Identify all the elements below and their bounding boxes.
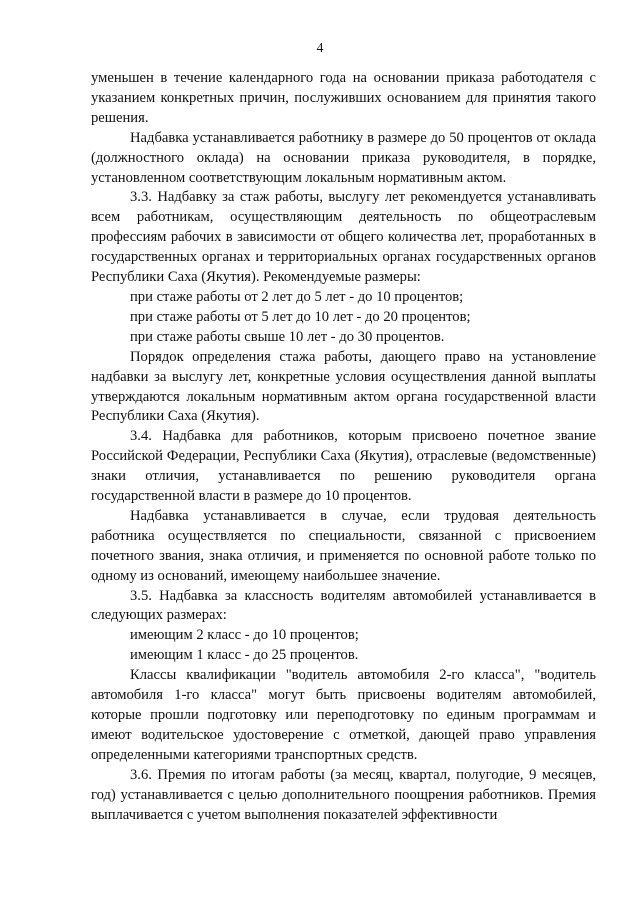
list-item-service-2-5-years: при стаже работы от 2 лет до 5 лет - до 10 процентов; — [130, 288, 464, 305]
document-body — [91, 69, 596, 825]
paragraph-3-6-bonus: 3.6. Премия по итогам работы (за месяц, квартал, полугодие, 9 месяцев, год) устанавливается с целью дополнительного поощрения работников. Премия выплачивается с учетом выполнения показателей эффективности — [91, 766, 596, 823]
paragraph-service-procedure: Порядок определения стажа работы, дающего право на установление надбавки за выслугу лет, конкретные условия осуществления данной выплаты утверждаются локальным нормативным актом органа государственной власти Республики Саха (Якутия). — [91, 348, 596, 425]
paragraph-continuation: уменьшен в течение календарного года на основании приказа работодателя с указанием конкретных причин, послуживших основанием для принятия такого решения. — [91, 70, 596, 126]
page-number: 4 — [316, 40, 324, 55]
list-item-class-2: имеющим 2 класс - до 10 процентов; — [130, 627, 359, 644]
paragraph-allowance-50-percent: Надбавка устанавливается работнику в размере до 50 процентов от оклада (должностного оклада) на основании приказа руководителя, в порядке, установленном соответствующим локальным нормативным актом. — [91, 129, 596, 186]
paragraph-3-4-honorary-title: 3.4. Надбавка для работников, которым присвоено почетное звание Российской Федерации, Республики Саха (Якутия), отраслевые (ведомственные) знаки отличия, устанавливается по решению руководителя органа государственной власти в размере до 10 процентов. — [91, 428, 596, 505]
paragraph-3-5-driver-class: 3.5. Надбавка за классность водителям автомобилей устанавливается в следующих размерах: — [91, 587, 596, 624]
paragraph-driver-qualification-classes: Классы квалификации "водитель автомобиля 2-го класса", "водитель автомобиля 1-го класса" могут быть присвоены водителям автомобилей, которые прошли подготовку или переподготовку по единым программам и имеют водительское удостоверение с отметкой, дающей право управления определенными категориями транспортных средств. — [91, 667, 596, 763]
list-item-service-5-10-years: при стаже работы от 5 лет до 10 лет - до 20 процентов; — [130, 308, 471, 325]
list-item-service-over-10-years: при стаже работы свыше 10 лет - до 30 процентов. — [130, 328, 445, 345]
paragraph-3-3-length-of-service: 3.3. Надбавку за стаж работы, выслугу лет рекомендуется устанавливать всем работникам, осуществляющим деятельность по общеотраслевым профессиям рабочих в зависимости от общего количества лет, проработанных в государственных органах и территориальных органах государственных органов Республики Саха (Якутия). Рекомендуемые размеры: — [91, 189, 596, 286]
list-item-class-1: имеющим 1 класс - до 25 процентов. — [130, 647, 359, 664]
paragraph-honorary-title-conditions: Надбавка устанавливается в случае, если трудовая деятельность работника осуществляется по специальности, связанной с присвоением почетного звания, знака отличия, и применяется по основной работе только по одному из оснований, имеющему наибольшее значение. — [91, 507, 596, 584]
